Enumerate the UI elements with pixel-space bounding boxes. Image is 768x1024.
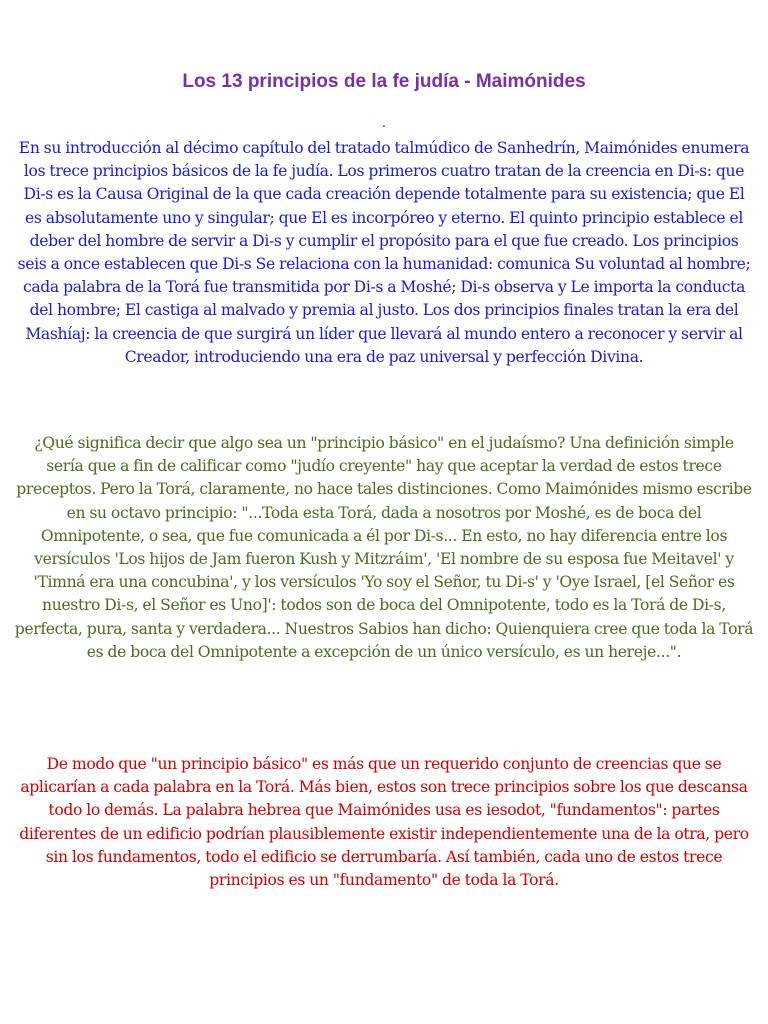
paragraph-foundations: De modo que "un principio básico" es más que un requerido conjunto de creencias que se aplicarían a cada palabra en la Torá. Más bien, estos son trece principios sobre los que descansa todo lo demás. La palabra hebrea que Maimónides usa es iesodot, "fundamentos": partes diferentes de un edificio podrían plausiblemente existir independientemente una de la otra, pero sin los fundamentos, todo el edificio se derrumbaría. Así también, cada uno de estos trece principios es un "fundamento" de toda la Torá.	[19, 755, 749, 890]
document-title: Los 13 principios de la fe judía - Maimónides	[182, 71, 586, 92]
paragraph-basic-principle: ¿Qué significa decir que algo sea un "principio básico" en el judaísmo? Una definición simple sería que a fin de calificar como "judío creyente" hay que aceptar la verdad de estos trece preceptos. Pero la Torá, claramente, no hace tales distinciones. Como Maimónides mismo escribe en su octavo principio: "...Toda esta Torá, dada a nosotros por Moshé, es de boca del Omnipotente, o sea, que fue comunicada a él por Di-s... En esto, no hay diferencia entre los versículos 'Los hijos de Jam fueron Kush y Mitzráim', 'El nombre de su esposa fue Meitavel' y 'Timná era una concubina', y los versículos 'Yo soy el Señor, tu Di-s' y 'Oye Israel, [el Señor es nuestro Di-s, el Señor es Uno]': todos son de boca del Omnipotente, todo es la Torá de Di-s, perfecta, pura, santa y verdadera... Nuestros Sabios han dicho: Quienquiera cree que toda la Torá es de boca del Omnipotente a excepción de un único versículo, es un hereje...".	[14, 434, 754, 661]
separator-dot: .	[381, 116, 387, 131]
paragraph-introduction: En su introducción al décimo capítulo del tratado talmúdico de Sanhedrín, Maimónides enumera los trece principios básicos de la fe judía. Los primeros cuatro tratan de la creencia en Di-s: que Di-s es la Causa Original de la que cada creación depende totalmente para su existencia; que El es absolutamente uno y singular; que El es incorpóreo y eterno. El quinto principio establece el deber del hombre de servir a Di-s y cumplir el propósito para el que fue creado. Los principios seis a once establecen que Di-s Se relaciona con la humanidad: comunica Su voluntad al hombre; cada palabra de la Torá fue transmitida por Di-s a Moshé; Di-s observa y Le importa la conducta del hombre; El castiga al malvado y premia al justo. Los dos principios finales tratan la era del Mashíaj: la creencia de que surgirá un líder que llevará al mundo entero a reconocer y servir al Creador, introduciendo una era de paz universal y perfección Divina.	[17, 139, 751, 366]
